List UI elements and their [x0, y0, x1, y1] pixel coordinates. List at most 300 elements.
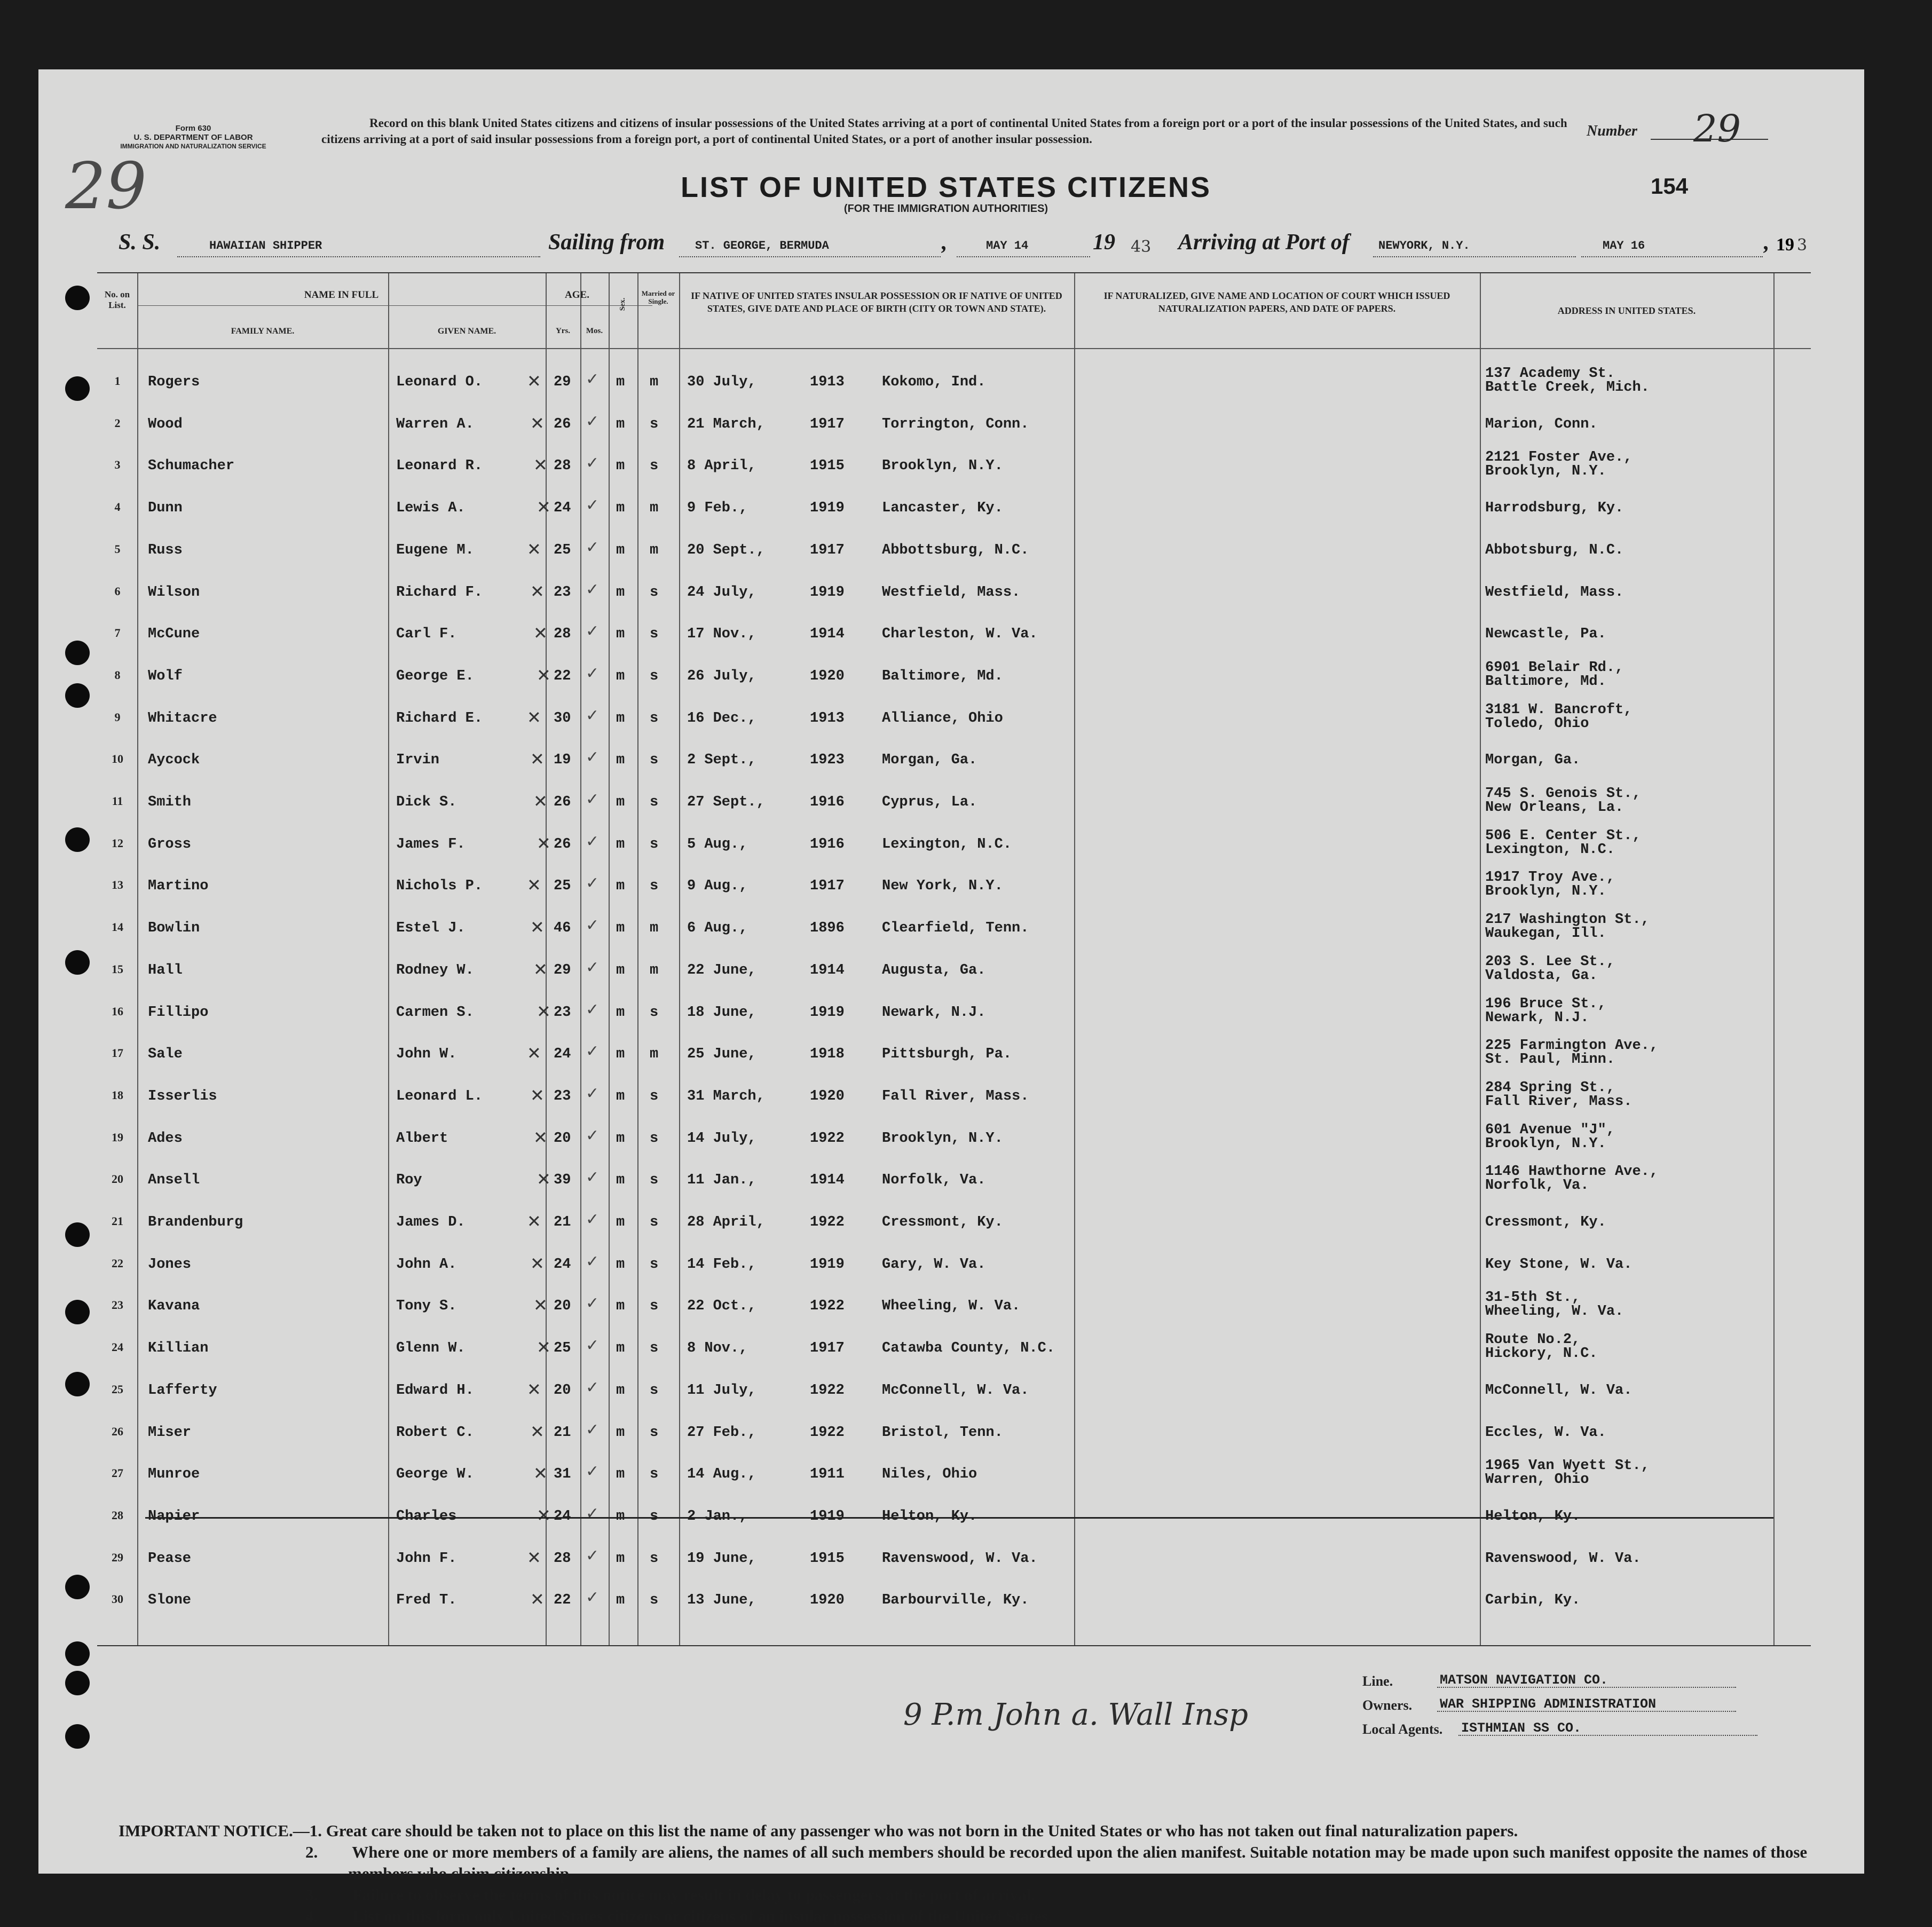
- birth-year: 1914: [810, 1172, 845, 1189]
- notice-item-1: [119, 1820, 1827, 1842]
- family-name: Killian: [148, 1340, 209, 1357]
- table-row: [97, 1165, 1811, 1207]
- sex: m: [616, 1340, 625, 1357]
- punch-hole: [65, 683, 90, 708]
- important-notice: [119, 1820, 1827, 1927]
- sex: m: [616, 1508, 625, 1525]
- family-name: Munroe: [148, 1466, 200, 1483]
- birth-date: 5 Aug.,: [687, 836, 748, 852]
- row-number: 10: [112, 752, 123, 766]
- given-name: Leonard O.: [396, 374, 483, 390]
- header-family-name: FAMILY NAME.: [231, 327, 295, 336]
- family-name: Fillipo: [148, 1004, 209, 1021]
- birth-place: Cressmont, Ky.: [882, 1214, 1003, 1230]
- birth-date: 6 Aug.,: [687, 920, 748, 937]
- table-row: [97, 1417, 1811, 1459]
- sex: m: [616, 1130, 625, 1147]
- marital-status: s: [650, 794, 659, 810]
- given-name: Warren A.: [396, 416, 474, 432]
- given-name: Glenn W.: [396, 1340, 466, 1357]
- birth-place: Brooklyn, N.Y.: [882, 458, 1003, 475]
- header-no: No. on List.: [104, 289, 130, 310]
- age-years: 29: [554, 374, 571, 390]
- marital-status: s: [650, 416, 659, 432]
- birth-place: Torrington, Conn.: [882, 416, 1029, 432]
- family-name: Miser: [148, 1424, 192, 1441]
- row-number: 9: [114, 710, 121, 724]
- row-number: 30: [112, 1592, 123, 1606]
- x-mark: ✕: [530, 917, 545, 938]
- sailing-year: 43: [1131, 238, 1152, 256]
- sailing-year-prefix: [1093, 230, 1115, 262]
- sex: m: [616, 1382, 625, 1399]
- birth-place: Catawba County, N.C.: [882, 1340, 1055, 1357]
- family-name: Jones: [148, 1256, 192, 1273]
- owners-label: Owners.: [1362, 1697, 1413, 1713]
- address-line-2: Brooklyn, N.Y.: [1485, 883, 1606, 900]
- birth-place: Morgan, Ga.: [882, 752, 977, 769]
- family-name: Bowlin: [148, 920, 200, 937]
- birth-date: 13 June,: [687, 1592, 756, 1609]
- x-mark: ✕: [527, 1211, 541, 1231]
- birth-place: Bristol, Tenn.: [882, 1424, 1003, 1441]
- sex: m: [616, 458, 625, 475]
- age-years: 21: [554, 1424, 571, 1441]
- birth-year: 1922: [810, 1214, 845, 1230]
- marital-status: s: [650, 1508, 659, 1525]
- punch-hole: [65, 827, 90, 852]
- marital-status: s: [650, 1004, 659, 1021]
- birth-date: 14 Feb.,: [687, 1256, 756, 1273]
- marital-status: s: [650, 1172, 659, 1189]
- family-name: Schumacher: [148, 458, 235, 475]
- address-line-1: 1917 Troy Ave.,: [1485, 870, 1615, 886]
- check-mark: ✓: [586, 538, 600, 557]
- address-line-1: 284 Spring St.,: [1485, 1079, 1615, 1096]
- birth-year: 1917: [810, 878, 845, 895]
- sex: m: [616, 1298, 625, 1315]
- table-row: [97, 745, 1811, 787]
- form-identifier: [102, 124, 284, 151]
- check-mark: ✓: [586, 370, 600, 389]
- address-line-1: Key Stone, W. Va.: [1485, 1256, 1633, 1273]
- family-name: Lafferty: [148, 1382, 217, 1399]
- header-married: Married or Single.: [641, 289, 675, 305]
- family-name: Dunn: [148, 500, 183, 517]
- age-years: 28: [554, 626, 571, 643]
- check-mark: ✓: [586, 1378, 600, 1397]
- x-mark: ✕: [537, 1505, 551, 1526]
- line-label: Line.: [1362, 1673, 1393, 1689]
- marital-status: s: [650, 878, 659, 895]
- check-mark: ✓: [586, 1252, 600, 1271]
- punch-hole: [65, 1575, 90, 1599]
- notice-text-1: Great care should be taken not to place on this list the name of any passenger who was not born in the United States or who has not taken out final naturalization papers.: [326, 1821, 1518, 1840]
- x-mark: ✕: [537, 1337, 551, 1358]
- birth-year: 1916: [810, 794, 845, 810]
- address-line-1: Abbotsburg, N.C.: [1485, 542, 1624, 558]
- age-years: 23: [554, 584, 571, 601]
- family-name: Wolf: [148, 668, 183, 684]
- birth-year: 1915: [810, 458, 845, 475]
- table-row: [97, 1291, 1811, 1333]
- row-number: 14: [112, 920, 123, 934]
- address-line-1: 6901 Belair Rd.,: [1485, 659, 1624, 676]
- table-row: [97, 1543, 1811, 1585]
- sex: m: [616, 1046, 625, 1063]
- birth-year: 1922: [810, 1424, 845, 1441]
- birth-year: 1911: [810, 1466, 845, 1483]
- x-mark: ✕: [537, 1001, 551, 1022]
- given-name: Robert C.: [396, 1424, 474, 1441]
- header-subline: [137, 305, 652, 306]
- birth-year: 1922: [810, 1130, 845, 1147]
- table-row: [97, 1459, 1811, 1501]
- birth-year: 1923: [810, 752, 845, 769]
- sailing-label: Sailing from: [548, 230, 665, 255]
- family-name: Aycock: [148, 752, 200, 769]
- marital-status: m: [650, 542, 659, 558]
- sex: m: [616, 920, 625, 937]
- given-name: Charles: [396, 1508, 457, 1525]
- x-mark: ✕: [527, 1379, 541, 1400]
- header-address: ADDRESS IN UNITED STATES.: [1557, 305, 1696, 316]
- birth-place: Alliance, Ohio: [882, 710, 1003, 726]
- given-name: Roy: [396, 1172, 422, 1189]
- birth-date: 22 Oct.,: [687, 1298, 756, 1315]
- table-row: [97, 493, 1811, 535]
- sailing-date: MAY 14: [986, 239, 1029, 252]
- given-name: George E.: [396, 668, 474, 684]
- x-mark: ✕: [530, 1253, 545, 1274]
- birth-year: 1913: [810, 710, 845, 726]
- notice-text-2: Where one or more members of a family are aliens, the names of all such members should be recorded upon the alien manifest. Suitable notation may be made upon such manifest opposite the names of those members who claim citizenship.: [348, 1843, 1808, 1883]
- birth-date: 8 Nov.,: [687, 1340, 748, 1357]
- row-number: 25: [112, 1382, 123, 1396]
- table-row: [97, 409, 1811, 451]
- address-line-2: Valdosta, Ga.: [1485, 967, 1598, 984]
- marital-status: s: [650, 752, 659, 769]
- sex: m: [616, 1256, 625, 1273]
- family-name: Smith: [148, 794, 192, 810]
- x-mark: ✕: [533, 1127, 548, 1148]
- row-number: 29: [112, 1550, 123, 1564]
- table-row: [97, 787, 1811, 829]
- family-name: Kavana: [148, 1298, 200, 1315]
- birth-year: 1918: [810, 1046, 845, 1063]
- age-years: 20: [554, 1382, 571, 1399]
- age-years: 20: [554, 1298, 571, 1315]
- sex: m: [616, 710, 625, 726]
- age-years: 39: [554, 1172, 571, 1189]
- sex: m: [616, 752, 625, 769]
- given-name: Eugene M.: [396, 542, 474, 558]
- marital-status: s: [650, 710, 659, 726]
- address-line-1: Westfield, Mass.: [1485, 584, 1624, 601]
- sex: m: [616, 836, 625, 852]
- birth-place: Lancaster, Ky.: [882, 500, 1003, 517]
- family-name: Brandenburg: [148, 1214, 243, 1230]
- age-years: 31: [554, 1466, 571, 1483]
- birth-year: 1919: [810, 1004, 845, 1021]
- birth-place: Norfolk, Va.: [882, 1172, 986, 1189]
- number-label: Number: [1587, 123, 1637, 139]
- x-mark: ✕: [533, 959, 548, 980]
- address-line-1: Carbin, Ky.: [1485, 1592, 1581, 1609]
- marital-status: m: [650, 1046, 659, 1063]
- line-value: MATSON NAVIGATION CO.: [1440, 1672, 1608, 1688]
- row-number: 22: [112, 1256, 123, 1270]
- x-mark: ✕: [533, 455, 548, 476]
- row-number: 26: [112, 1424, 123, 1438]
- punch-hole: [65, 1724, 90, 1749]
- birth-place: Newark, N.J.: [882, 1004, 986, 1021]
- birth-date: 17 Nov.,: [687, 626, 756, 643]
- sex: m: [616, 794, 625, 810]
- x-mark: ✕: [527, 539, 541, 559]
- table-row: [97, 955, 1811, 997]
- age-years: 20: [554, 1130, 571, 1147]
- check-mark: ✓: [586, 916, 600, 935]
- address-line-1: 3181 W. Bancroft,: [1485, 701, 1633, 718]
- strike-through-line: [145, 1517, 1773, 1519]
- address-line-2: Wheeling, W. Va.: [1485, 1304, 1624, 1320]
- family-name: Rogers: [148, 374, 200, 390]
- sex: m: [616, 878, 625, 895]
- check-mark: ✓: [586, 832, 600, 851]
- sex: m: [616, 668, 625, 684]
- sex: m: [616, 500, 625, 517]
- row-number: 18: [112, 1088, 123, 1102]
- given-name: Nichols P.: [396, 878, 483, 895]
- arriving-port-line: [1373, 256, 1576, 257]
- address-line-2: Fall River, Mass.: [1485, 1093, 1633, 1110]
- check-mark: ✓: [586, 790, 600, 809]
- address-line-1: Marion, Conn.: [1485, 416, 1598, 432]
- check-mark: ✓: [586, 1000, 600, 1019]
- birth-date: 11 Jan.,: [687, 1172, 756, 1189]
- check-mark: ✓: [586, 1084, 600, 1103]
- birth-year: 1922: [810, 1298, 845, 1315]
- age-years: 22: [554, 1592, 571, 1609]
- marital-status: s: [650, 458, 659, 475]
- birth-year: 1920: [810, 1592, 845, 1609]
- address-line-2: Norfolk, Va.: [1485, 1178, 1589, 1194]
- birth-year: 1917: [810, 416, 845, 432]
- x-mark: ✕: [537, 833, 551, 854]
- marital-status: s: [650, 1550, 659, 1567]
- address-line-1: Cressmont, Ky.: [1485, 1214, 1606, 1230]
- birth-date: 9 Feb.,: [687, 500, 748, 517]
- table-row: [97, 997, 1811, 1039]
- family-name: McCune: [148, 626, 200, 643]
- header-given-name: GIVEN NAME.: [437, 327, 496, 336]
- punch-hole: [65, 1641, 90, 1666]
- birth-date: 14 July,: [687, 1130, 756, 1147]
- row-number: 15: [112, 962, 123, 976]
- age-years: 25: [554, 542, 571, 558]
- family-name: Martino: [148, 878, 209, 895]
- address-line-2: Brooklyn, N.Y.: [1485, 463, 1606, 480]
- address-line-2: Brooklyn, N.Y.: [1485, 1135, 1606, 1152]
- manifest-page: [38, 69, 1864, 1925]
- birth-place: Gary, W. Va.: [882, 1256, 986, 1273]
- address-line-1: 217 Washington St.,: [1485, 912, 1650, 928]
- row-number: 1: [114, 374, 121, 388]
- given-name: Leonard L.: [396, 1088, 483, 1104]
- address-line-1: Ravenswood, W. Va.: [1485, 1550, 1641, 1567]
- table-row: [97, 451, 1811, 493]
- check-mark: ✓: [586, 1588, 600, 1607]
- birth-place: Abbottsburg, N.C.: [882, 542, 1029, 558]
- margin-scrawl: 29: [65, 149, 147, 224]
- address-line-2: New Orleans, La.: [1485, 800, 1624, 816]
- birth-place: Augusta, Ga.: [882, 962, 986, 978]
- x-mark: ✕: [530, 1421, 545, 1442]
- row-number: 16: [112, 1004, 123, 1018]
- sex: m: [616, 962, 625, 978]
- table-row: [97, 535, 1811, 577]
- check-mark: ✓: [586, 1546, 600, 1565]
- given-name: Richard F.: [396, 584, 483, 601]
- row-number: 24: [112, 1340, 123, 1354]
- arriving-year-prefix: 19: [1776, 235, 1794, 255]
- birth-place: New York, N.Y.: [882, 878, 1003, 895]
- marital-status: s: [650, 1382, 659, 1399]
- age-years: 28: [554, 1550, 571, 1567]
- birth-date: 27 Sept.,: [687, 794, 765, 810]
- notice-num-2: 2.: [305, 1843, 318, 1861]
- header-mos: Mos.: [586, 327, 603, 335]
- sex: m: [616, 1088, 625, 1104]
- intro-text: Record on this blank United States citizens and citizens of insular possessions of the United States arriving at a port of continental United States from a foreign port or a port of the insular possessions of the United States, and such citizens arriving at a port of said insular possessions from a foreign port, a port of continental United States, or a port of another insular possession.: [321, 116, 1567, 146]
- birth-date: 18 June,: [687, 1004, 756, 1021]
- address-line-2: Warren, Ohio: [1485, 1472, 1589, 1488]
- age-years: 23: [554, 1004, 571, 1021]
- family-name: Ades: [148, 1130, 183, 1147]
- x-mark: ✕: [537, 497, 551, 518]
- age-years: 25: [554, 1340, 571, 1357]
- age-years: 24: [554, 1508, 571, 1525]
- check-mark: ✓: [586, 706, 600, 725]
- birth-place: Wheeling, W. Va.: [882, 1298, 1021, 1315]
- sailing-port-line: [679, 256, 941, 257]
- sex: m: [616, 542, 625, 558]
- x-mark: ✕: [530, 413, 545, 433]
- row-number: 12: [112, 836, 123, 850]
- birth-year: 1914: [810, 626, 845, 643]
- marital-status: s: [650, 1466, 659, 1483]
- check-mark: ✓: [586, 1210, 600, 1229]
- address-line-1: Newcastle, Pa.: [1485, 626, 1606, 643]
- x-mark: ✕: [533, 1295, 548, 1316]
- row-number: 23: [112, 1298, 123, 1312]
- arriving-date: MAY 16: [1603, 239, 1645, 252]
- birth-date: 20 Sept.,: [687, 542, 765, 558]
- birth-year: 1919: [810, 584, 845, 601]
- arriving-port: NEWYORK, N.Y.: [1378, 239, 1470, 252]
- birth-place: Fall River, Mass.: [882, 1088, 1029, 1104]
- comma-sep: ,: [942, 230, 948, 255]
- row-number: 7: [114, 626, 121, 640]
- address-line-2: Battle Creek, Mich.: [1485, 380, 1650, 396]
- notice-num-3: 3.: [305, 1885, 318, 1904]
- sex: m: [616, 1004, 625, 1021]
- check-mark: ✓: [586, 622, 600, 641]
- birth-place: Kokomo, Ind.: [882, 374, 986, 390]
- check-mark: ✓: [586, 958, 600, 977]
- given-name: Edward H.: [396, 1382, 474, 1399]
- local-agents-value: ISTHMIAN SS CO.: [1461, 1720, 1582, 1736]
- punch-hole: [65, 286, 90, 310]
- table-row: [97, 1585, 1811, 1627]
- birth-date: 19 June,: [687, 1550, 756, 1567]
- notice-heading: IMPORTANT NOTICE.—1.: [119, 1821, 322, 1840]
- passenger-table: [97, 272, 1811, 1646]
- sex: m: [616, 1214, 625, 1230]
- birth-date: 21 March,: [687, 416, 765, 432]
- birth-date: 30 July,: [687, 374, 756, 390]
- ss-label: S. S.: [119, 230, 161, 255]
- birth-year: 1919: [810, 1508, 845, 1525]
- birth-year: 1916: [810, 836, 845, 852]
- address-line-1: 203 S. Lee St.,: [1485, 953, 1615, 970]
- age-years: 19: [554, 752, 571, 769]
- marital-status: s: [650, 836, 659, 852]
- age-years: 28: [554, 458, 571, 475]
- x-mark: ✕: [530, 1085, 545, 1105]
- marital-status: s: [650, 1088, 659, 1104]
- given-name: Dick S.: [396, 794, 457, 810]
- given-name: Lewis A.: [396, 500, 466, 517]
- punch-hole: [65, 641, 90, 665]
- check-mark: ✓: [586, 748, 600, 767]
- sex: m: [616, 416, 625, 432]
- x-mark: ✕: [533, 1463, 548, 1484]
- x-mark: ✕: [530, 1589, 545, 1610]
- sex: m: [616, 1424, 625, 1441]
- given-name: Irvin: [396, 752, 440, 769]
- check-mark: ✓: [586, 1294, 600, 1313]
- given-name: Leonard R.: [396, 458, 483, 475]
- marital-status: s: [650, 584, 659, 601]
- given-name: Carmen S.: [396, 1004, 474, 1021]
- row-number: 2: [114, 416, 121, 430]
- table-row: [97, 1375, 1811, 1417]
- family-name: Isserlis: [148, 1088, 217, 1104]
- check-mark: ✓: [586, 664, 600, 683]
- birth-year: 1914: [810, 962, 845, 978]
- ship-name: HAWAIIAN SHIPPER: [209, 239, 322, 252]
- marital-status: s: [650, 1424, 659, 1441]
- x-mark: ✕: [527, 1043, 541, 1064]
- sailing-date-line: [957, 256, 1090, 257]
- birth-date: 28 April,: [687, 1214, 765, 1230]
- age-years: 24: [554, 1046, 571, 1063]
- sex: m: [616, 1592, 625, 1609]
- notice-num-4: 4.: [305, 1907, 318, 1925]
- owners-value: WAR SHIPPING ADMINISTRATION: [1440, 1696, 1657, 1712]
- address-line-1: 196 Bruce St.,: [1485, 996, 1606, 1012]
- birth-year: 1915: [810, 1550, 845, 1567]
- birth-place: Westfield, Mass.: [882, 584, 1021, 601]
- address-line-1: Helton, Ky.: [1485, 1508, 1581, 1525]
- given-name: Richard E.: [396, 710, 483, 726]
- notice-text-4: List on this form only United States citizens or citizens of an insular possession of the United States.: [352, 1907, 1052, 1925]
- marital-status: s: [650, 1130, 659, 1147]
- age-years: 26: [554, 836, 571, 852]
- row-number: 8: [114, 668, 121, 682]
